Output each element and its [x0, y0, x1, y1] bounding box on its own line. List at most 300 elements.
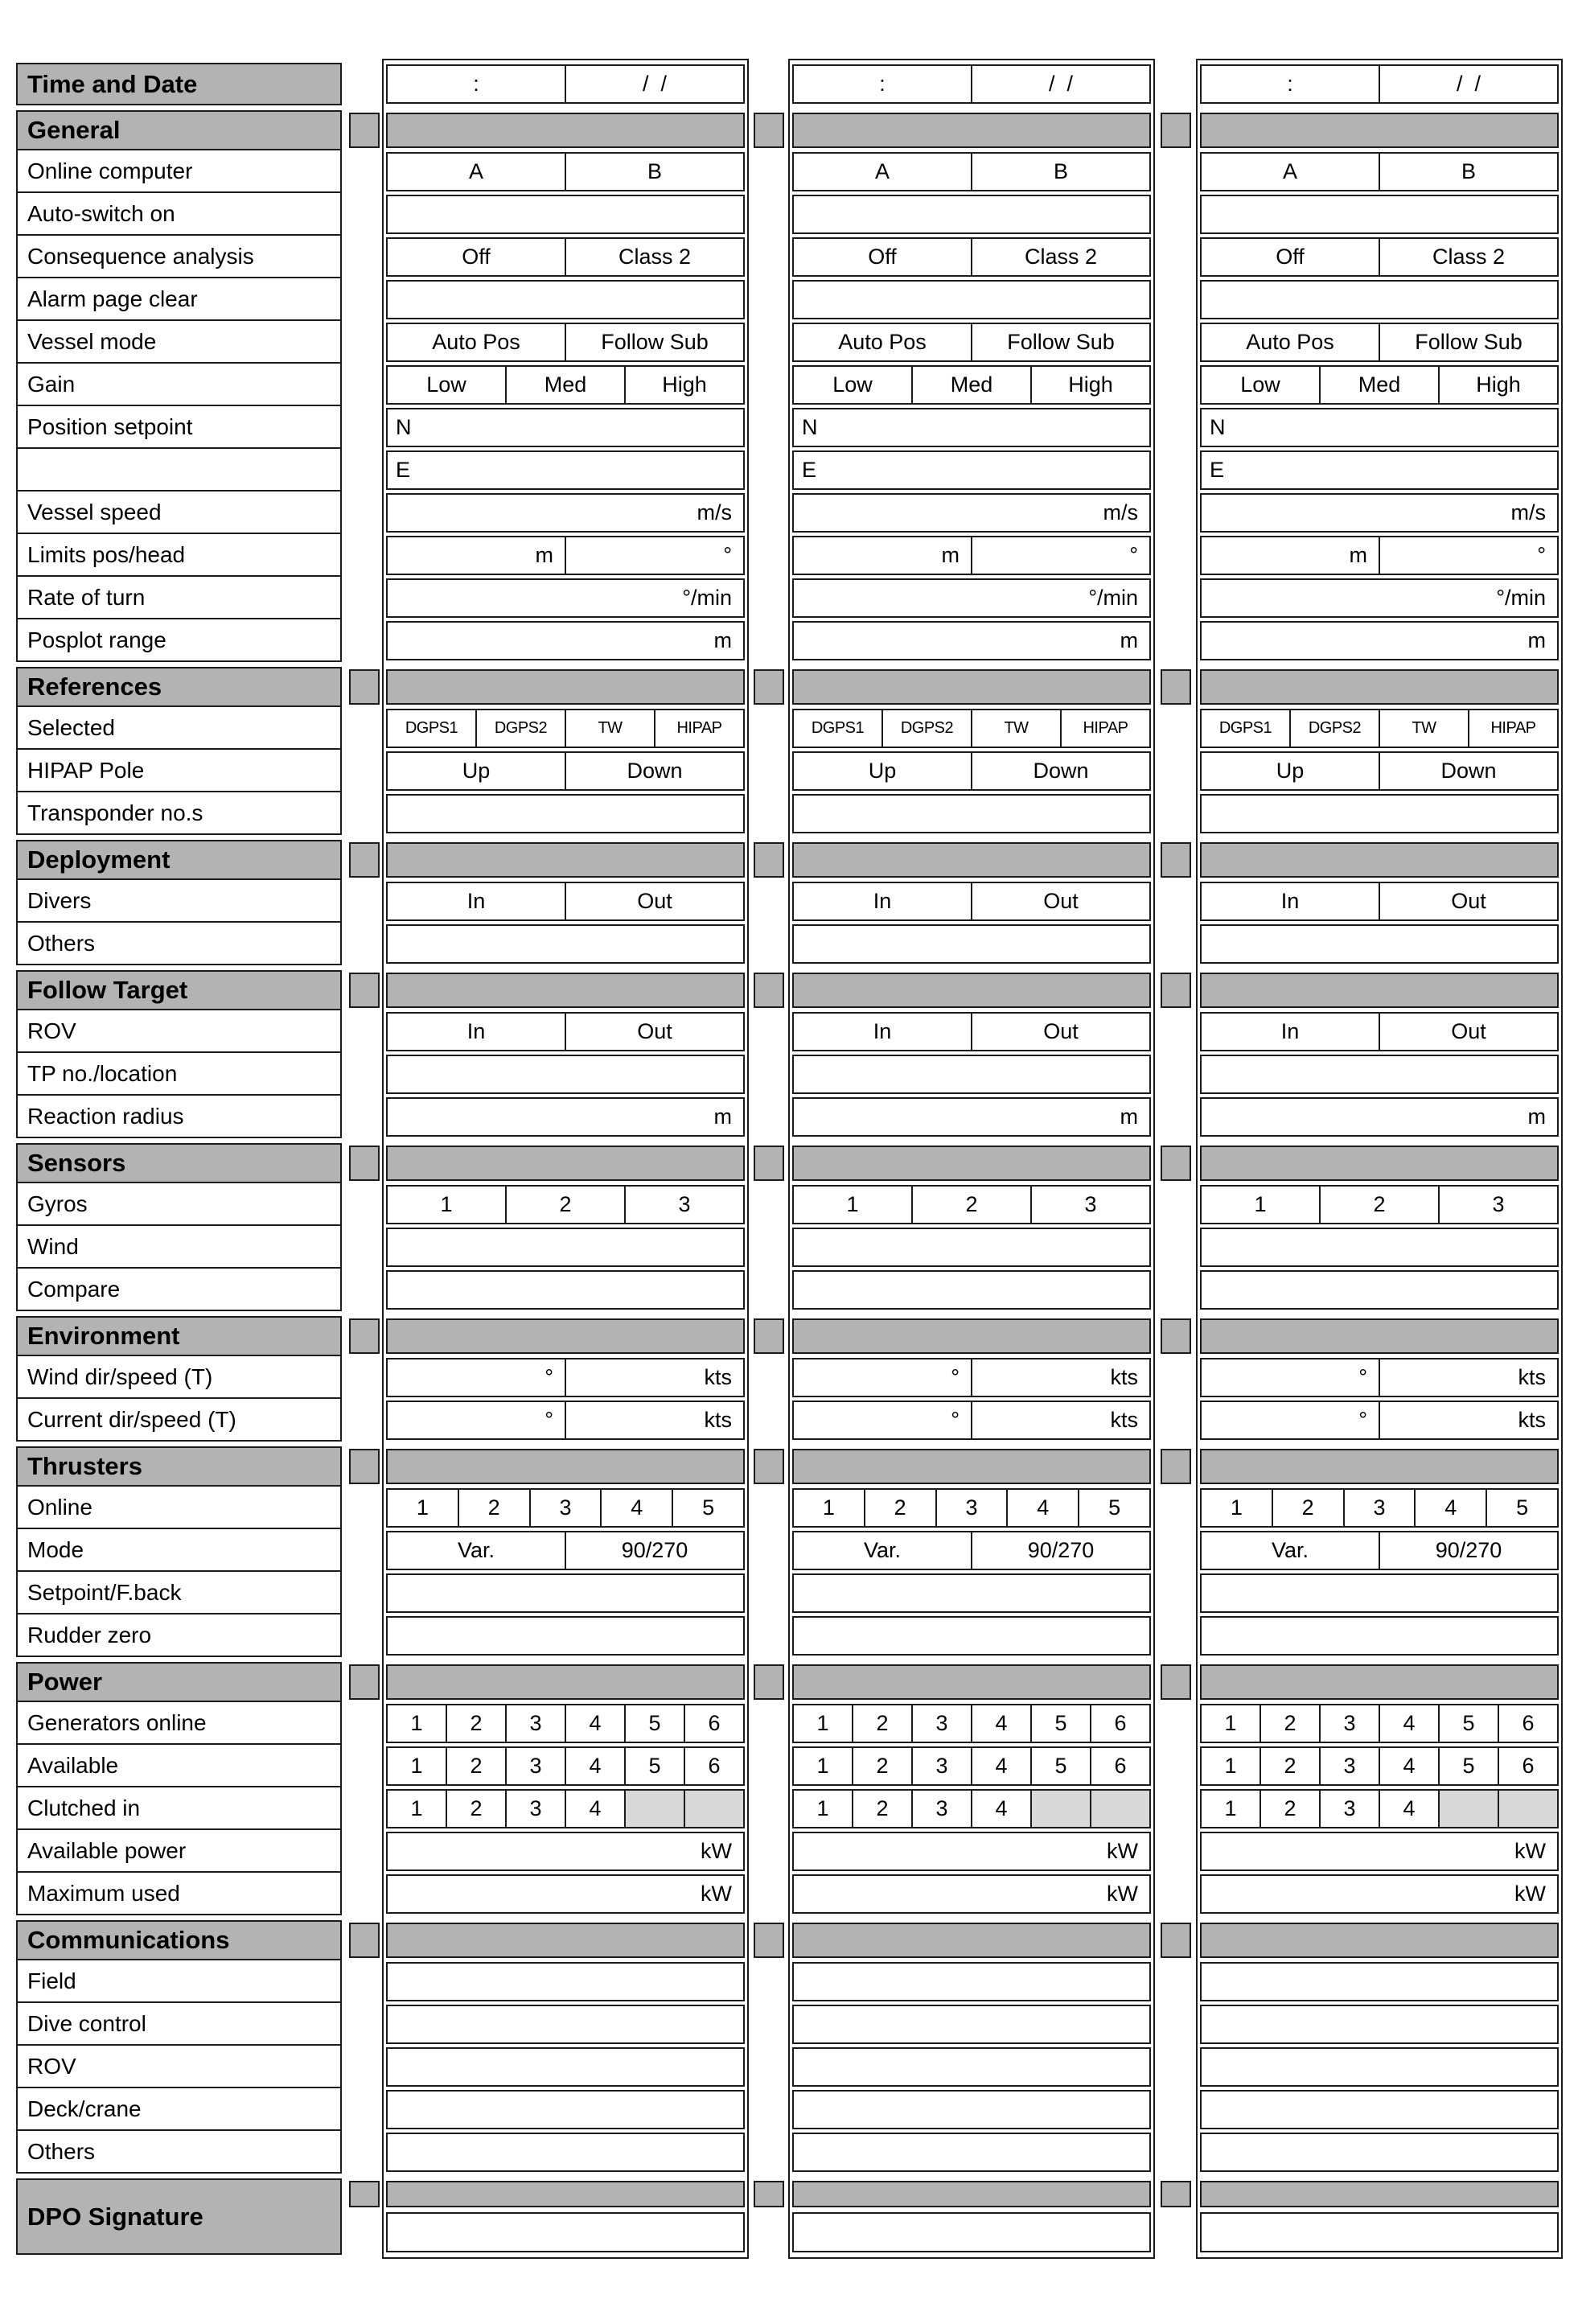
section-divider-block — [754, 669, 784, 705]
field-mode — [1200, 1531, 1559, 1570]
option-90-270: 90/270 — [1379, 1532, 1557, 1569]
option-a: A — [1282, 159, 1297, 183]
field-generators-online — [792, 1704, 1151, 1743]
field-deck-crane — [792, 2090, 1151, 2129]
field-vessel-mode — [386, 323, 745, 362]
option-1: 1 — [410, 1711, 423, 1735]
option-2: 2 — [446, 1705, 505, 1742]
field-reaction-radius — [792, 1097, 1151, 1137]
field-rate-of-turn — [1200, 578, 1559, 618]
section-header-band — [386, 1664, 745, 1700]
option-1: 1 — [846, 1192, 859, 1216]
row-label-dive-control: Dive control — [16, 2003, 342, 2046]
input-cell — [1030, 1791, 1090, 1827]
option-2: 2 — [864, 1490, 935, 1526]
option-1: 1 — [416, 1495, 429, 1520]
row-label-vessel-mode: Vessel mode — [16, 321, 342, 364]
section-divider-block — [754, 1923, 784, 1958]
row-label-hipap-pole: HIPAP Pole — [16, 750, 342, 792]
option-dgps2: DGPS2 — [881, 710, 971, 747]
input-cell — [794, 1964, 1149, 2000]
field-rudder-zero — [386, 1616, 745, 1656]
option-dgps1: DGPS1 — [1218, 719, 1272, 737]
option-3: 3 — [505, 1705, 565, 1742]
field-online — [792, 1488, 1151, 1528]
option-2: 2 — [852, 1748, 911, 1784]
field-others — [1200, 2133, 1559, 2172]
section-divider-block — [1161, 2181, 1191, 2207]
section-header-band — [1200, 1146, 1559, 1181]
option-blank: ° — [971, 537, 1149, 574]
input-cell — [1202, 1964, 1557, 2000]
row-label-divers: Divers — [16, 880, 342, 923]
field-hipap-pole — [792, 751, 1151, 791]
input-cell — [388, 1272, 743, 1308]
option-dgps2: DGPS2 — [475, 710, 565, 747]
row-label-auto-switch-on: Auto-switch on — [16, 193, 342, 236]
input-cell — [388, 2006, 743, 2042]
field-gain — [1200, 365, 1559, 405]
section-header-band — [792, 113, 1151, 148]
option-a: A — [468, 159, 483, 183]
option-off: Off — [868, 245, 897, 269]
row-label-available: Available — [16, 1745, 342, 1787]
section-divider-block — [349, 2181, 380, 2207]
section-divider-block — [1161, 1318, 1191, 1354]
option-5: 5 — [672, 1490, 743, 1526]
input-cell — [794, 1056, 1149, 1092]
field-alarm-page-clear — [792, 280, 1151, 319]
input-cell — [1498, 1791, 1557, 1827]
section-divider-block — [754, 1318, 784, 1354]
option-a: A — [874, 159, 890, 183]
field-tp-no-location — [1200, 1055, 1559, 1094]
option-1: 1 — [816, 1711, 829, 1735]
row-label-wind: Wind — [16, 1226, 342, 1269]
field-selected — [386, 709, 745, 748]
field-consequence-analysis — [386, 237, 745, 277]
field-position-setpoint — [1200, 408, 1559, 447]
section-divider-block — [754, 1449, 784, 1484]
input-cell — [1202, 2092, 1557, 2128]
field-field — [386, 1962, 745, 2001]
option-class-2: Class 2 — [1379, 239, 1557, 275]
dpo-signature-label: DPO Signature — [16, 2178, 342, 2255]
field-consequence-analysis — [1200, 237, 1559, 277]
option-4: 4 — [1379, 1791, 1438, 1827]
field-field — [792, 1962, 1151, 2001]
input-cell — [1202, 1229, 1557, 1265]
input-cell — [794, 796, 1149, 832]
signature-header-band — [1200, 2181, 1559, 2207]
input-cell — [1202, 2134, 1557, 2170]
field-maximum-used — [386, 1874, 745, 1914]
option-6: 6 — [684, 1705, 743, 1742]
option-2: 2 — [1260, 1748, 1319, 1784]
field-setpoint-f-back — [792, 1573, 1151, 1613]
option-down: Down — [971, 753, 1149, 789]
input-cell — [388, 1229, 743, 1265]
option-blank: ° — [951, 1408, 960, 1432]
field-current-dir-speed-t — [792, 1401, 1151, 1440]
field-alarm-page-clear — [1200, 280, 1559, 319]
field-posplot-range — [792, 621, 1151, 660]
section-divider-block — [349, 842, 380, 878]
field-online — [1200, 1488, 1559, 1528]
input-cell — [1202, 1056, 1557, 1092]
section-header-band — [386, 1449, 745, 1484]
field-limits-pos-head — [1200, 536, 1559, 575]
input-cell — [794, 926, 1149, 962]
option-in: In — [466, 889, 486, 913]
option-hipap: HIPAP — [1060, 710, 1149, 747]
dpo-signature-field — [1200, 2212, 1559, 2252]
option-kw: kW — [701, 1882, 732, 1906]
option-auto-pos: Auto Pos — [1246, 330, 1334, 354]
field-rov — [1200, 1012, 1559, 1051]
option-4: 4 — [565, 1705, 624, 1742]
input-cell — [1202, 196, 1557, 232]
input-cell — [388, 926, 743, 962]
section-header-deployment: Deployment — [16, 840, 342, 880]
option-4: 4 — [971, 1705, 1030, 1742]
input-cell — [794, 1618, 1149, 1654]
row-label-setpoint-f-back: Setpoint/F.back — [16, 1572, 342, 1614]
section-header-band — [792, 669, 1151, 705]
option-e: E — [396, 458, 411, 482]
row-label-available-power: Available power — [16, 1830, 342, 1873]
section-header-band — [792, 1449, 1151, 1484]
option-out: Out — [1379, 883, 1557, 919]
option-class-2: Class 2 — [971, 239, 1149, 275]
field-posplot-range — [1200, 621, 1559, 660]
section-divider-block — [1161, 1449, 1191, 1484]
section-divider-block — [349, 1318, 380, 1354]
option-in: In — [873, 1019, 892, 1043]
option-2: 2 — [458, 1490, 529, 1526]
section-header-band — [1200, 1923, 1559, 1958]
option-3: 3 — [529, 1490, 601, 1526]
field-auto-switch-on — [792, 195, 1151, 234]
option-90-270: 90/270 — [565, 1532, 743, 1569]
option-m: m — [1527, 628, 1546, 652]
time-date-field — [386, 64, 745, 104]
field-rov — [792, 1012, 1151, 1051]
option-tw: TW — [971, 710, 1060, 747]
option-tw: TW — [1379, 710, 1468, 747]
field-vessel-speed — [792, 493, 1151, 533]
section-header-power: Power — [16, 1662, 342, 1702]
option-out: Out — [971, 1014, 1149, 1050]
option-1: 1 — [1224, 1796, 1237, 1820]
field-gain — [792, 365, 1151, 405]
option-out: Out — [1379, 1014, 1557, 1050]
option-out: Out — [565, 1014, 743, 1050]
option-blank: ° — [544, 1365, 553, 1389]
option-3: 3 — [505, 1791, 565, 1827]
date-field: / / — [1379, 66, 1557, 102]
section-divider-block — [1161, 1664, 1191, 1700]
option-6: 6 — [1498, 1705, 1557, 1742]
field-divers — [1200, 882, 1559, 921]
section-header-band — [386, 113, 745, 148]
option-kts: kts — [971, 1359, 1149, 1396]
option-4: 4 — [1414, 1490, 1486, 1526]
option-m: m — [1349, 543, 1367, 567]
row-label-alarm-page-clear: Alarm page clear — [16, 278, 342, 321]
input-cell — [1202, 926, 1557, 962]
option-up: Up — [462, 759, 491, 783]
section-divider-block — [349, 973, 380, 1008]
date-field: / / — [971, 66, 1149, 102]
input-cell — [388, 282, 743, 318]
option-3: 3 — [1319, 1791, 1379, 1827]
option-auto-pos: Auto Pos — [432, 330, 520, 354]
field-wind-dir-speed-t — [792, 1358, 1151, 1397]
field-hipap-pole — [386, 751, 745, 791]
option-6: 6 — [1090, 1748, 1149, 1784]
section-divider-block — [754, 973, 784, 1008]
section-header-band — [792, 842, 1151, 878]
field-online — [386, 1488, 745, 1528]
field-transponder-no-s — [386, 794, 745, 833]
option-3: 3 — [1319, 1748, 1379, 1784]
option-out: Out — [565, 883, 743, 919]
option-down: Down — [1379, 753, 1557, 789]
row-label-online: Online — [16, 1487, 342, 1529]
field-clutched-in — [386, 1789, 745, 1828]
input-cell — [624, 1791, 684, 1827]
option-high: High — [1438, 367, 1557, 403]
option-1: 1 — [1230, 1495, 1243, 1520]
field-mode — [792, 1531, 1151, 1570]
option-4: 4 — [565, 1748, 624, 1784]
section-divider-block — [1161, 669, 1191, 705]
option-1: 1 — [816, 1796, 829, 1820]
option-e: E — [1210, 458, 1225, 482]
section-header-band — [792, 1923, 1151, 1958]
option-med: Med — [1319, 367, 1438, 403]
field-rov — [792, 2047, 1151, 2087]
field-rov — [386, 1012, 745, 1051]
field-blank — [792, 450, 1151, 490]
section-divider-block — [754, 1146, 784, 1181]
option-4: 4 — [1379, 1705, 1438, 1742]
option-med: Med — [911, 367, 1030, 403]
option-blank: ° — [565, 537, 743, 574]
signature-header-band — [386, 2181, 745, 2207]
option-low: Low — [1240, 372, 1280, 397]
field-others — [792, 924, 1151, 964]
option-blank: ° — [1358, 1365, 1367, 1389]
input-cell — [794, 1272, 1149, 1308]
option-5: 5 — [624, 1748, 684, 1784]
row-label-compare: Compare — [16, 1269, 342, 1311]
section-divider-block — [1161, 842, 1191, 878]
field-maximum-used — [792, 1874, 1151, 1914]
option-off: Off — [1276, 245, 1305, 269]
option-3: 3 — [911, 1748, 971, 1784]
option-2: 2 — [1260, 1791, 1319, 1827]
section-divider-block — [754, 2181, 784, 2207]
option-auto-pos: Auto Pos — [838, 330, 927, 354]
row-label-clutched-in: Clutched in — [16, 1787, 342, 1830]
input-cell — [1202, 2006, 1557, 2042]
input-cell — [1202, 1575, 1557, 1611]
option-m: m — [535, 543, 553, 567]
time-field: : — [1287, 72, 1293, 96]
option-5: 5 — [1030, 1748, 1090, 1784]
time-date-field — [792, 64, 1151, 104]
field-transponder-no-s — [1200, 794, 1559, 833]
option-2: 2 — [852, 1791, 911, 1827]
option-5: 5 — [1078, 1490, 1149, 1526]
row-label-selected: Selected — [16, 707, 342, 750]
row-label-blank — [16, 449, 342, 492]
input-cell — [794, 1575, 1149, 1611]
option-2: 2 — [446, 1791, 505, 1827]
option-m-s: m/s — [1510, 500, 1546, 524]
option-m: m — [713, 628, 732, 652]
section-header-communications: Communications — [16, 1920, 342, 1960]
option-b: B — [971, 154, 1149, 190]
field-deck-crane — [1200, 2090, 1559, 2129]
option-2: 2 — [1260, 1705, 1319, 1742]
field-gyros — [386, 1185, 745, 1224]
option-2: 2 — [1272, 1490, 1343, 1526]
input-cell — [1202, 796, 1557, 832]
section-header-follow-target: Follow Target — [16, 970, 342, 1010]
time-and-date-label: Time and Date — [16, 63, 342, 105]
row-label-posplot-range: Posplot range — [16, 619, 342, 662]
field-selected — [1200, 709, 1559, 748]
input-cell — [388, 1618, 743, 1654]
option-med: Med — [505, 367, 624, 403]
option-kts: kts — [565, 1402, 743, 1438]
field-available — [792, 1746, 1151, 1786]
option-5: 5 — [1030, 1705, 1090, 1742]
section-header-band — [792, 1146, 1151, 1181]
field-rudder-zero — [1200, 1616, 1559, 1656]
field-online-computer — [1200, 152, 1559, 191]
field-others — [1200, 924, 1559, 964]
option-min: °/min — [1496, 586, 1546, 610]
option-up: Up — [868, 759, 897, 783]
section-divider-block — [1161, 1146, 1191, 1181]
option-5: 5 — [1438, 1705, 1498, 1742]
option-m: m — [713, 1104, 732, 1129]
option-n: N — [802, 415, 818, 439]
dp-checklist-form — [16, 63, 1559, 2255]
input-cell — [794, 196, 1149, 232]
field-setpoint-f-back — [1200, 1573, 1559, 1613]
field-tp-no-location — [792, 1055, 1151, 1094]
field-rov — [386, 2047, 745, 2087]
section-divider-block — [1161, 113, 1191, 148]
field-others — [386, 2133, 745, 2172]
option-1: 1 — [1224, 1711, 1237, 1735]
section-header-band — [386, 973, 745, 1008]
field-online-computer — [386, 152, 745, 191]
field-dive-control — [386, 2005, 745, 2044]
option-1: 1 — [410, 1754, 423, 1778]
section-header-band — [1200, 1449, 1559, 1484]
section-divider-block — [349, 1449, 380, 1484]
option-5: 5 — [624, 1705, 684, 1742]
field-clutched-in — [1200, 1789, 1559, 1828]
option-1: 1 — [822, 1495, 835, 1520]
option-min: °/min — [1088, 586, 1138, 610]
input-cell — [1202, 282, 1557, 318]
input-cell — [794, 2006, 1149, 2042]
option-in: In — [466, 1019, 486, 1043]
option-m-s: m/s — [1103, 500, 1138, 524]
section-header-band — [1200, 973, 1559, 1008]
option-4: 4 — [1379, 1748, 1438, 1784]
field-dive-control — [792, 2005, 1151, 2044]
field-current-dir-speed-t — [386, 1401, 745, 1440]
field-available-power — [386, 1832, 745, 1871]
option-5: 5 — [1438, 1748, 1498, 1784]
option-4: 4 — [971, 1748, 1030, 1784]
row-label-position-setpoint: Position setpoint — [16, 406, 342, 449]
option-off: Off — [462, 245, 491, 269]
row-label-rudder-zero: Rudder zero — [16, 1614, 342, 1657]
section-header-band — [792, 1664, 1151, 1700]
section-header-band — [386, 1318, 745, 1354]
option-up: Up — [1276, 759, 1305, 783]
field-deck-crane — [386, 2090, 745, 2129]
row-label-rate-of-turn: Rate of turn — [16, 577, 342, 619]
input-cell — [1438, 1791, 1498, 1827]
row-label-deck-crane: Deck/crane — [16, 2088, 342, 2131]
input-cell — [388, 2092, 743, 2128]
option-3: 3 — [1030, 1187, 1149, 1223]
row-label-limits-pos-head: Limits pos/head — [16, 534, 342, 577]
time-field: : — [473, 72, 479, 96]
section-divider-block — [349, 1664, 380, 1700]
field-available-power — [792, 1832, 1151, 1871]
option-hipap: HIPAP — [654, 710, 743, 747]
field-position-setpoint — [386, 408, 745, 447]
option-n: N — [396, 415, 412, 439]
input-cell — [388, 196, 743, 232]
section-header-sensors: Sensors — [16, 1143, 342, 1183]
option-e: E — [802, 458, 817, 482]
option-n: N — [1210, 415, 1226, 439]
section-header-thrusters: Thrusters — [16, 1446, 342, 1487]
section-header-band — [386, 842, 745, 878]
field-setpoint-f-back — [386, 1573, 745, 1613]
option-in: In — [1280, 889, 1300, 913]
dpo-signature-field — [386, 2212, 745, 2252]
date-field: / / — [565, 66, 743, 102]
field-transponder-no-s — [792, 794, 1151, 833]
option-6: 6 — [1498, 1748, 1557, 1784]
field-mode — [386, 1531, 745, 1570]
option-kts: kts — [1379, 1402, 1557, 1438]
option-1: 1 — [1254, 1192, 1267, 1216]
field-clutched-in — [792, 1789, 1151, 1828]
input-cell — [388, 796, 743, 832]
option-2: 2 — [852, 1705, 911, 1742]
field-compare — [1200, 1270, 1559, 1310]
field-blank — [386, 450, 745, 490]
section-divider-block — [349, 669, 380, 705]
input-cell — [794, 1229, 1149, 1265]
section-header-band — [1200, 669, 1559, 705]
input-cell — [794, 2134, 1149, 2170]
